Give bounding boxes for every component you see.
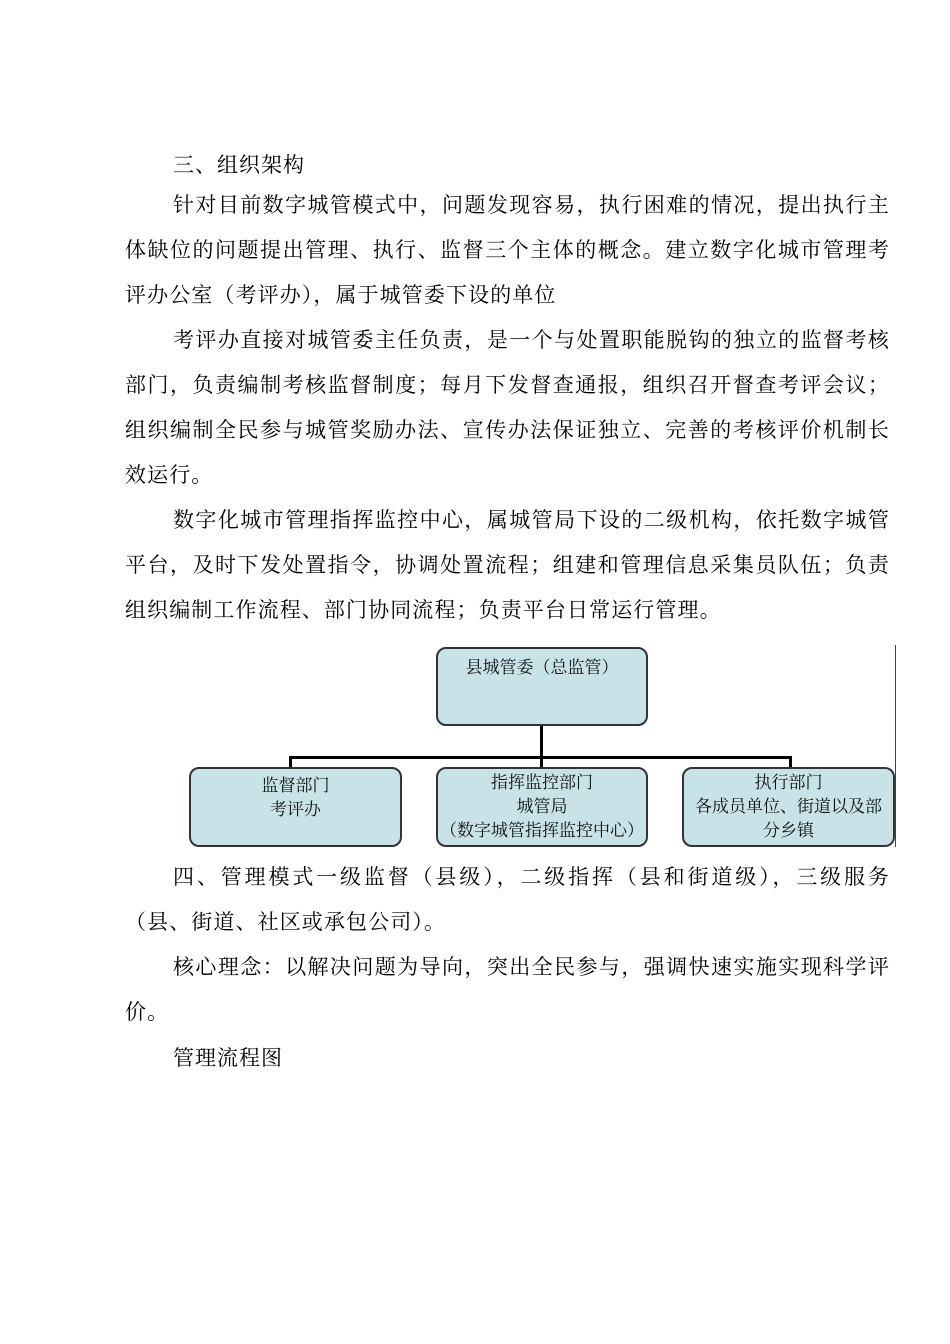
org-node-supervision-dept bbox=[189, 767, 402, 847]
org-node-supervision-title: 监督部门 bbox=[261, 776, 330, 796]
org-node-execution-note: 分乡镇 bbox=[763, 821, 814, 841]
org-node-supervision-sub: 考评办 bbox=[270, 800, 321, 820]
paragraph-problem-statement: 针对目前数字城管模式中，问题发现容易，执行困难的情况，提出执行主体缺位的问题提出管理、执行、监督三个主体的概念。建立数字化城市管理考评办公室（考评办），属于城管委下设的单位 bbox=[125, 193, 890, 307]
heading-management-flowchart: 管理流程图 bbox=[173, 1046, 283, 1070]
org-node-execution-sub: 各成员单位、街道以及部 bbox=[695, 797, 882, 817]
chart-right-edge bbox=[895, 645, 896, 847]
org-node-command-note: （数字城管指挥监控中心） bbox=[440, 821, 644, 841]
org-node-county-committee-label: 县城管委（总监管） bbox=[465, 658, 619, 678]
paragraph-core-concept: 核心理念：以解决问题为导向，突出全民参与，强调快速实施实现科学评价。 bbox=[125, 955, 890, 1024]
paragraph-management-mode: 四、管理模式一级监督（县级），二级指挥（县和街道级），三级服务（县、街道、社区或承包公司）。 bbox=[125, 865, 890, 934]
org-node-command-dept bbox=[436, 767, 648, 847]
org-node-command-title: 指挥监控部门 bbox=[491, 773, 593, 793]
org-node-county-committee bbox=[436, 647, 648, 726]
section-heading-org-structure: 三、组织架构 bbox=[173, 153, 305, 177]
org-chart bbox=[185, 642, 900, 850]
org-node-command-sub: 城管局 bbox=[516, 797, 568, 817]
paragraph-evaluation-office: 考评办直接对城管委主任负责，是一个与处置职能脱钩的独立的监督考核部门，负责编制考核监督制度；每月下发督查通报，组织召开督查考评会议；组织编制全民参与城管奖励办法、宣传办法保证独立、完善的考核评价机制长效运行。 bbox=[125, 328, 890, 487]
paragraph-command-center: 数字化城市管理指挥监控中心，属城管局下设的二级机构，依托数字城管平台，及时下发处置指令，协调处置流程；组建和管理信息采集员队伍；负责组织编制工作流程、部门协同流程；负责平台日常运行管理。 bbox=[125, 508, 890, 622]
org-node-execution-title: 执行部门 bbox=[754, 773, 823, 793]
connector-top-vertical bbox=[540, 726, 543, 757]
org-node-execution-dept bbox=[682, 767, 895, 847]
